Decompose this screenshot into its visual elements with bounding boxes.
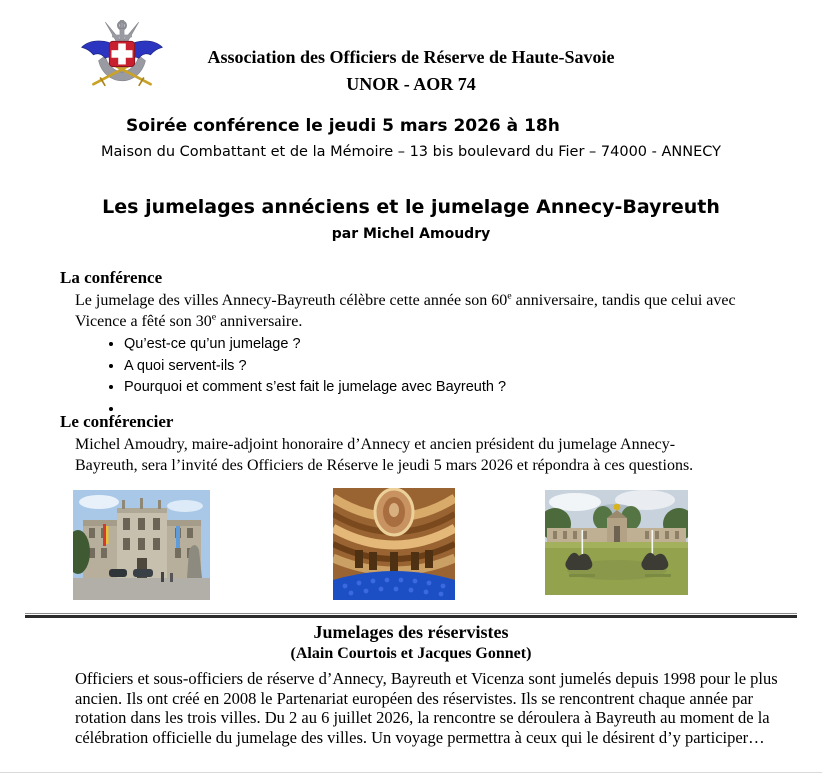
reservists-authors: (Alain Courtois et Jacques Gonnet) — [290, 645, 532, 662]
conference-paragraph — [75, 290, 770, 332]
conference-paragraph-part3: anniversaire. — [216, 313, 303, 330]
speaker-paragraph: Michel Amoudry, maire-adjoint honoraire d’Annecy et ancien président du jumelage Annecy-Bayreuth, sera l’invité des Officiers de Réserve le jeudi 5 mars 2026 et répondra à ces questions. — [75, 436, 694, 474]
org-name: Association des Officiers de Réserve de Haute-Savoie — [207, 47, 615, 67]
ordinal-superscript: e — [211, 311, 217, 323]
reservists-heading: Jumelages des réservistes — [313, 622, 509, 642]
conference-question-list — [100, 334, 684, 420]
section-divider — [25, 613, 797, 618]
section-heading-conference: La conférence — [60, 268, 163, 287]
section-heading-speaker: Le conférencier — [60, 412, 174, 431]
margravial-opera-house-photo — [333, 488, 455, 600]
list-item: • Qu’est-ce qu’un jumelage ? — [124, 334, 684, 356]
list-item: • Pourquoi et comment s’est fait le jumelage avec Bayreuth ? — [124, 377, 684, 399]
event-title: Soirée conférence le jeudi 5 mars 2026 à 18h — [126, 116, 560, 136]
org-acronym: UNOR - AOR 74 — [346, 74, 476, 94]
page-bottom-rule — [0, 772, 822, 773]
org-header — [0, 44, 822, 98]
lecture-title: Les jumelages annéciens et le jumelage Annecy-Bayreuth — [102, 196, 720, 218]
bayreuth-palace-square-photo — [73, 490, 210, 600]
list-item — [124, 399, 684, 421]
conference-paragraph-part2: anniversaire, tandis que celui avec Vicence a fêté son 30 — [75, 292, 736, 330]
event-venue: Maison du Combattant et de la Mémoire – 13 bis boulevard du Fier – 74000 - ANNECY — [101, 144, 721, 160]
hermitage-pond-photo — [545, 490, 688, 595]
reservists-paragraph: Officiers et sous-officiers de réserve d’Annecy, Bayreuth et Vicenza sont jumelés depuis 1998 pour le plus ancien. Ils ont créé en 2008 le Partenariat européen des réservistes. Ils se rencontrent chaque année par rotation dans les trois villes. Du 2 au 6 juillet 2026, la rencontre se déroulera à Bayreuth au moment de la célébration officielle du jumelage des villes. Un voyage permettra à ceux qui le désirent d’y participer… — [75, 669, 778, 747]
lecture-speaker-line: par Michel Amoudry — [331, 226, 491, 242]
list-item: • A quoi servent-ils ? — [124, 356, 684, 378]
conference-paragraph-part1: Le jumelage des villes Annecy-Bayreuth célèbre cette année son 60 — [75, 292, 508, 309]
ordinal-superscript: e — [507, 290, 512, 302]
